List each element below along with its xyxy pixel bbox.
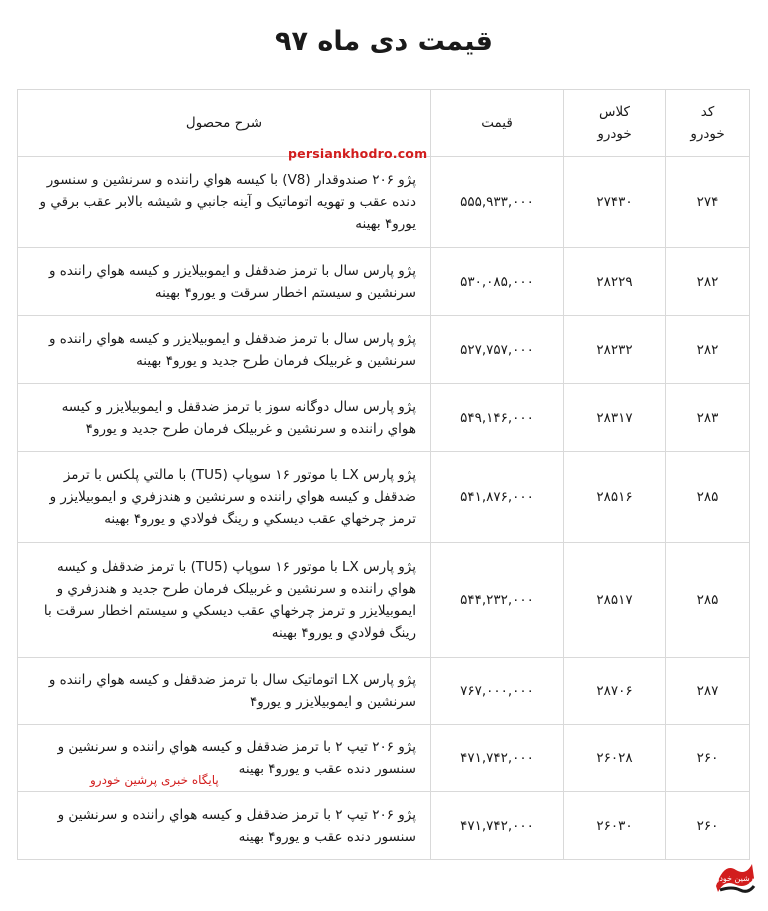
cell-desc: پژو پارس سال با ترمز ضدقفل و ايموبيلايزر و کيسه هواي راننده و سرنشين و غربيلک فرمان طرح جديد و يورو۴ بهينه <box>18 316 431 384</box>
cell-desc: پژو پارس LX با موتور ۱۶ سوپاپ (TU5) با ترمز ضدقفل و کيسه هواي راننده و سرنشين و غربيلک فرمان طرح جديد و هندزفري و ايموبيلايزر و ترمز چرخهاي عقب ديسکي و سيستم اخطار سرقت با رينگ فولادي و يورو۴ بهينه <box>18 543 431 658</box>
cell-code: ۲۸۷ <box>666 658 750 725</box>
cell-class: ۲۸۷۰۶ <box>564 658 666 725</box>
table-row <box>18 452 750 543</box>
cell-class: ۲۸۲۳۲ <box>564 316 666 384</box>
table-row <box>18 543 750 658</box>
cell-desc: پژو ۲۰۶ تيپ ۲ با ترمز ضدقفل و کيسه هواي راننده و سرنشين و سنسور دنده عقب و يورو۴ بهينه <box>18 725 431 792</box>
cell-code: ۲۶۰ <box>666 792 750 860</box>
cell-price: ۴۷۱,۷۴۲,۰۰۰ <box>431 725 564 792</box>
cell-price: ۵۵۵,۹۳۳,۰۰۰ <box>431 157 564 248</box>
table-row <box>18 248 750 316</box>
cell-class: ۲۶۰۳۰ <box>564 792 666 860</box>
cell-desc: پژو پارس سال با ترمز ضدقفل و ايموبيلايزر و کيسه هواي راننده و سرنشين و سيستم اخطار سرقت و يورو۴ بهينه <box>18 248 431 316</box>
cell-code: ۲۸۵ <box>666 452 750 543</box>
header-desc: شرح محصول <box>18 90 431 157</box>
cell-class: ۲۶۰۲۸ <box>564 725 666 792</box>
cell-code: ۲۸۲ <box>666 316 750 384</box>
table-row <box>18 658 750 725</box>
cell-desc: پژو ۲۰۶ تيپ ۲ با ترمز ضدقفل و کيسه هواي راننده و سرنشين و سنسور دنده عقب و يورو۴ بهينه <box>18 792 431 860</box>
cell-desc: پژو ۲۰۶ صندوقدار (V8) با کیسه هواي راننده و سرنشين و سنسور دنده عقب و تهويه اتوماتيک و آينه جانبي و شيشه بالابر عقب برقي و يورو۴ بهينه <box>18 157 431 248</box>
price-table <box>17 89 750 860</box>
cell-price: ۷۶۷,۰۰۰,۰۰۰ <box>431 658 564 725</box>
table-row <box>18 384 750 452</box>
cell-desc: پژو پارس LX اتوماتيک سال با ترمز ضدقفل و کيسه هواي راننده و سرنشين و ايموبيلايزر و يورو۴ <box>18 658 431 725</box>
table-row <box>18 792 750 860</box>
cell-price: ۵۳۰,۰۸۵,۰۰۰ <box>431 248 564 316</box>
page-title: قیمت دی ماه ۹۷ <box>275 26 493 57</box>
watermark-caption: پایگاه خبری پرشین خودرو <box>90 773 219 787</box>
cell-class: ۲۸۳۱۷ <box>564 384 666 452</box>
header-code: کد خودرو <box>666 90 750 157</box>
cell-price: ۵۲۷,۷۵۷,۰۰۰ <box>431 316 564 384</box>
cell-class: ۲۸۵۱۷ <box>564 543 666 658</box>
logo-text: پرشین خودرو <box>711 874 757 883</box>
cell-price: ۵۴۴,۲۳۲,۰۰۰ <box>431 543 564 658</box>
cell-desc: پژو پارس سال دوگانه سوز با ترمز ضدقفل و ايموبيلايزر و کيسه هواي راننده و سرنشين و غربيلک فرمان طرح جديد و يورو۴ <box>18 384 431 452</box>
cell-price: ۴۷۱,۷۴۲,۰۰۰ <box>431 792 564 860</box>
persian-khodro-logo <box>710 856 758 900</box>
header-price: قیمت <box>431 90 564 157</box>
cell-code: ۲۶۰ <box>666 725 750 792</box>
header-class: کلاس خودرو <box>564 90 666 157</box>
table-row <box>18 316 750 384</box>
cell-class: ۲۷۴۳۰ <box>564 157 666 248</box>
cell-code: ۲۸۲ <box>666 248 750 316</box>
cell-price: ۵۴۱,۸۷۶,۰۰۰ <box>431 452 564 543</box>
cell-desc: پژو پارس LX با موتور ۱۶ سوپاپ (TU5) با مالتي پلکس با ترمز ضدقفل و کيسه هواي راننده و سرنشين و هندزفري و ايموبيلايزر و ترمز چرخهاي عقب ديسکي و رينگ فولادي و يورو۴ بهينه <box>18 452 431 543</box>
cell-class: ۲۸۵۱۶ <box>564 452 666 543</box>
cell-class: ۲۸۲۲۹ <box>564 248 666 316</box>
cell-code: ۲۸۳ <box>666 384 750 452</box>
cell-code: ۲۸۵ <box>666 543 750 658</box>
cell-price: ۵۴۹,۱۴۶,۰۰۰ <box>431 384 564 452</box>
cell-code: ۲۷۴ <box>666 157 750 248</box>
table-row <box>18 157 750 248</box>
watermark-url: persiankhodro.com <box>288 146 428 161</box>
